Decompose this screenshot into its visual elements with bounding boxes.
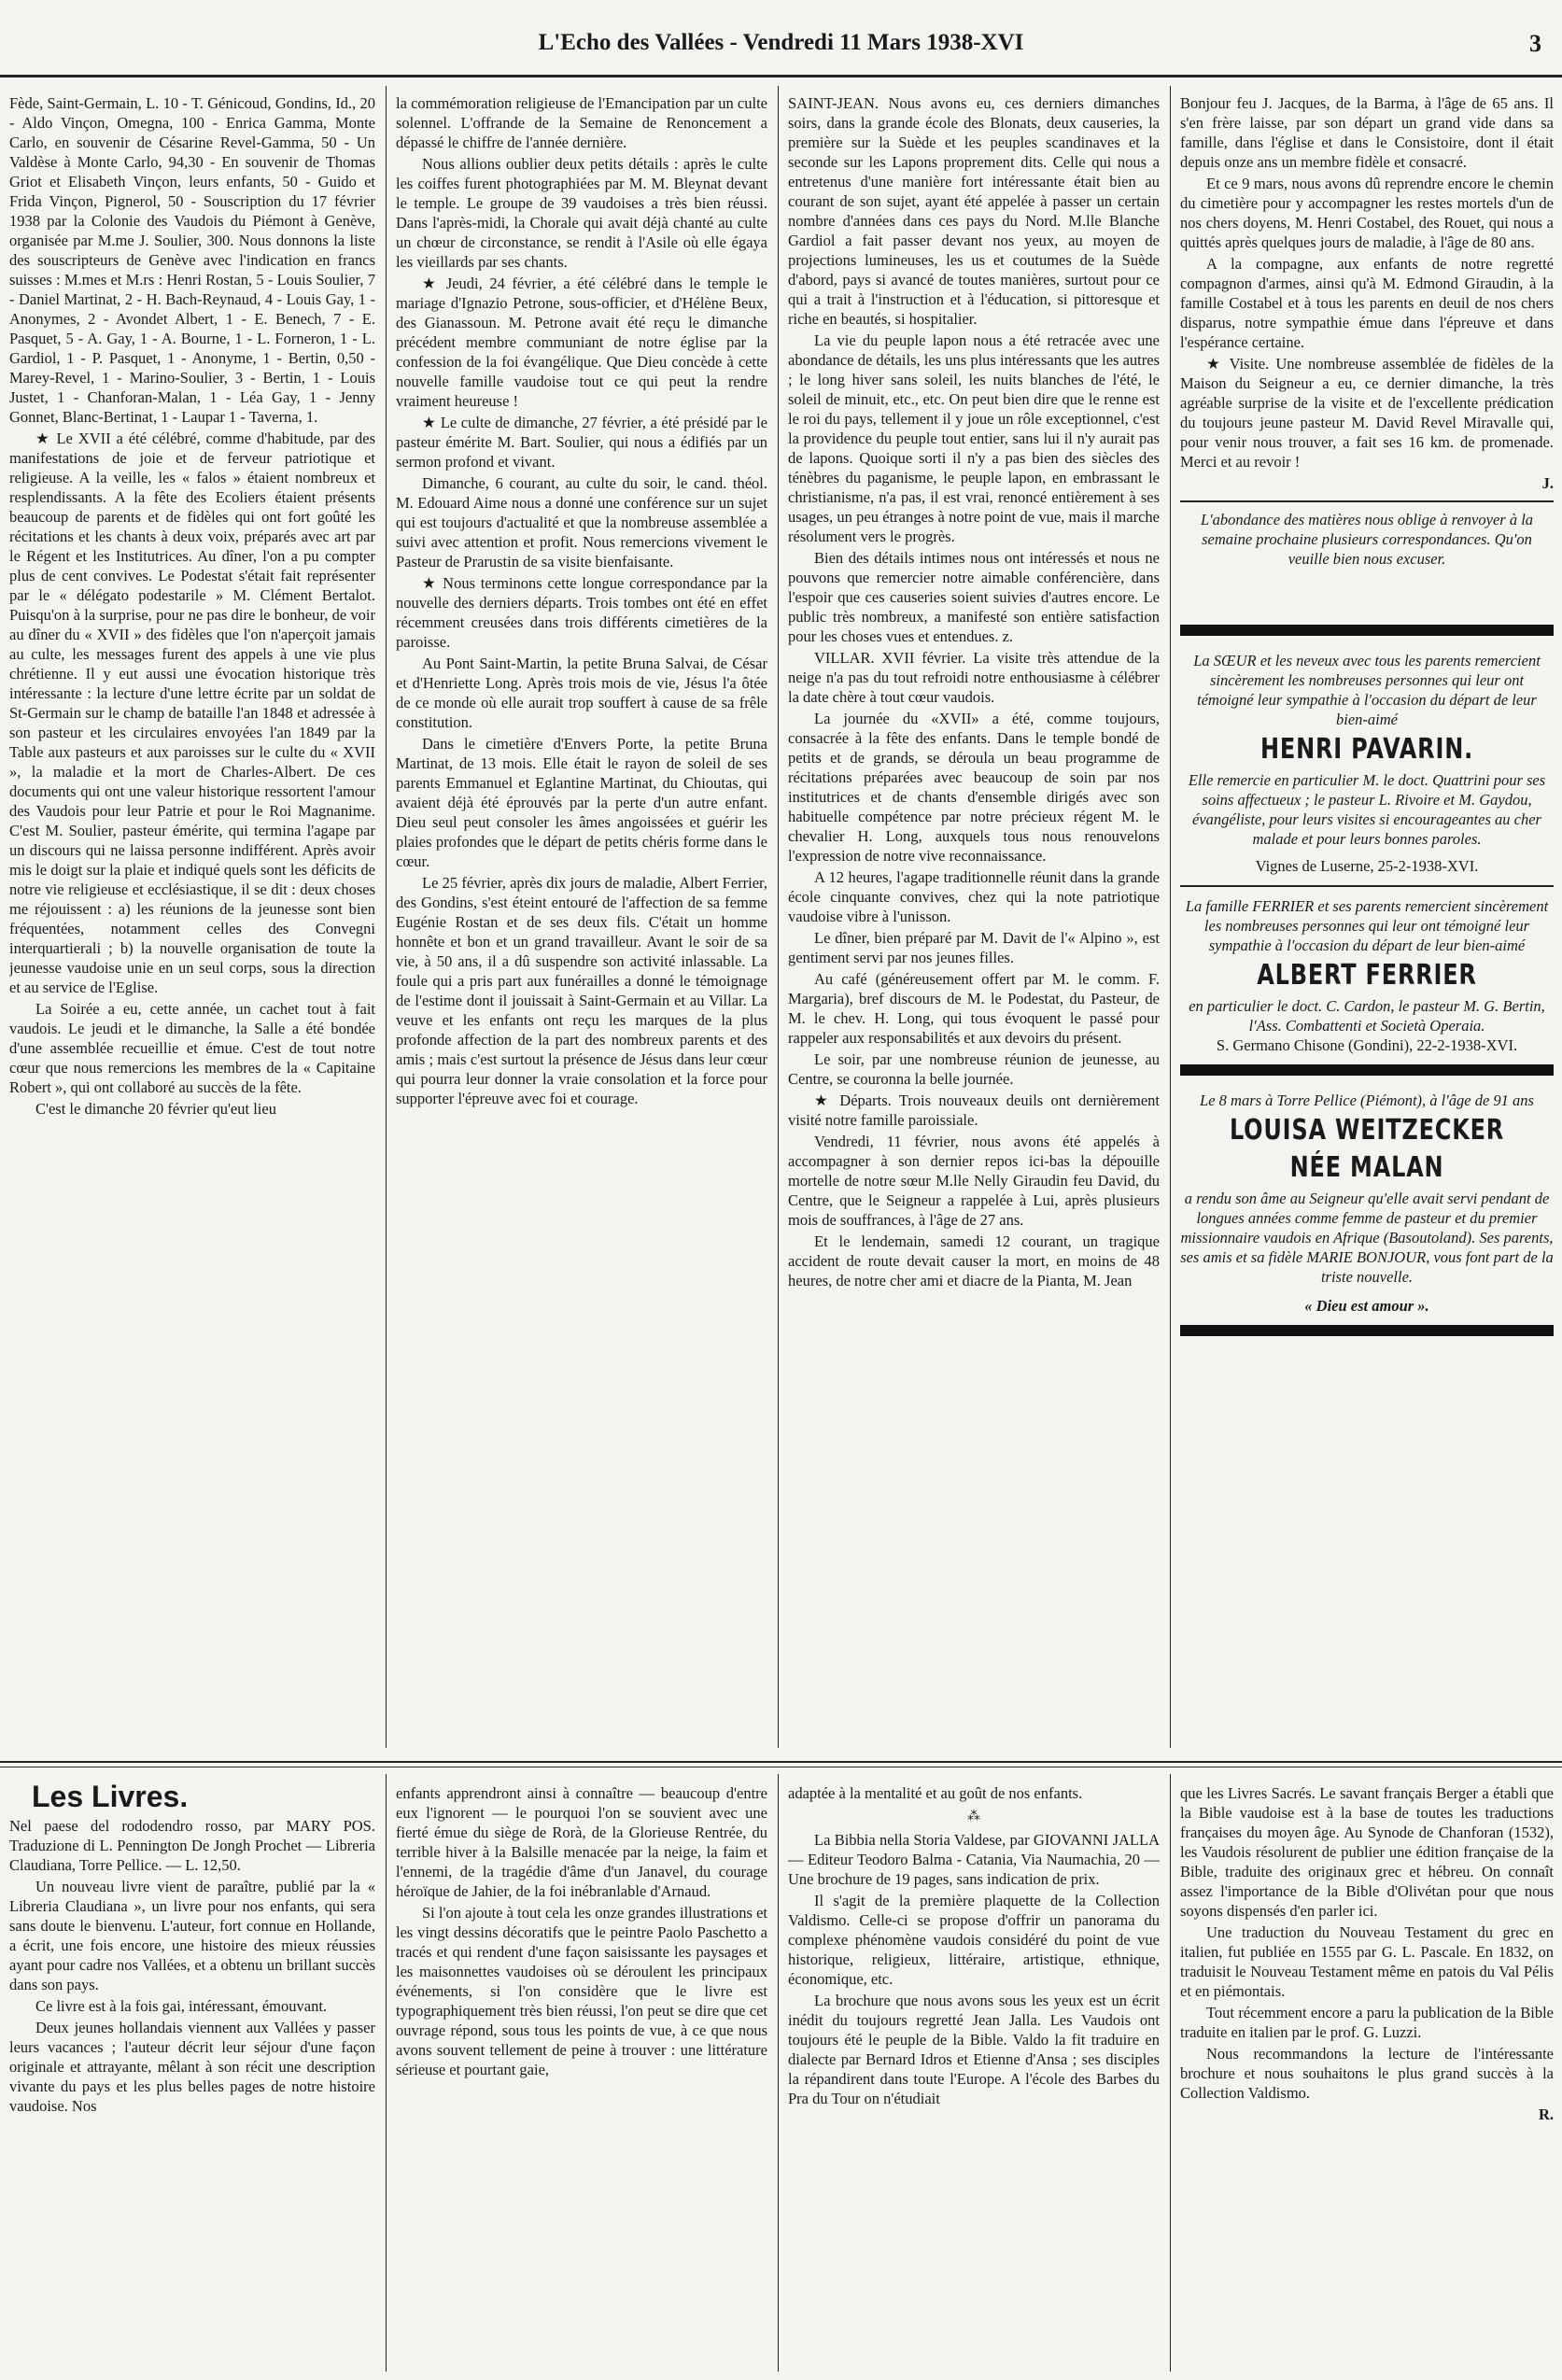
- paragraph: La brochure que nous avons sous les yeux est un écrit inédit du toujours regretté Jean Jalla. Les Vaudois ont toujours été le peuple de la Bible. Valdo la fit traduire en dialecte par Bernard Idros et Etienne d'Ansa ; ses disciples la répandirent dans toute l'Europe. A l'école des Barbes du Pra du Tour on n'étudiait: [788, 1992, 1160, 2107]
- paragraph: La Bibbia nella Storia Valdese, par GIOVANNI JALLA — Editeur Teodoro Balma - Catania, Via Naumachia, 20 — Une brochure de 19 pages, sans indication de prix.: [788, 1831, 1160, 1888]
- paragraph: adaptée à la mentalité et au goût de nos enfants.: [788, 1784, 1083, 1802]
- article-column-3: [788, 93, 1160, 1746]
- paragraph: Au Pont Saint-Martin, la petite Bruna Salvai, de César et d'Henriette Long. Après trois mois de vie, Jésus l'a ôtée de ce monde où elle aurait trop souffert à cause de sa frêle constitution.: [396, 655, 767, 731]
- books-column-4: [1180, 1783, 1554, 2372]
- paragraph: ★ Visite. Une nombreuse assemblée de fidèles de la Maison du Seigneur a eu, ce dernier dimanche, la très agréable surprise de la visite et de l'excellente prédication du toujours jeune pasteur M. David Revel Miravalle qui, pour venir nous trouver, a fait ses 16 km. de promenade. Merci et au revoir !: [1180, 355, 1554, 471]
- section-title: Les Livres.: [32, 1783, 189, 1813]
- article-column-1: [9, 93, 375, 1746]
- paragraph: Le soir, par une nombreuse réunion de jeunesse, au Centre, se couronna la belle journée.: [788, 1050, 1160, 1088]
- masthead: [0, 30, 1562, 67]
- death-notice-weitzecker: [1180, 1091, 1554, 1316]
- death-notice-ferrier: [1180, 896, 1554, 1055]
- editorial-note: L'abondance des matières nous oblige à renvoyer à la semaine prochaine plusieurs correspondances. Qu'on veuille bien nous excuser.: [1200, 511, 1534, 568]
- paragraph: La Soirée a eu, cette année, un cachet tout à fait vaudois. Le jeudi et le dimanche, la Salle a été bondée d'une assemblée recueillie et émue. C'est de tout notre cœur que nous remercions les membres de la « Capitaine Robert », qui ont collaboré au succès de la fête.: [9, 1000, 375, 1096]
- notice-motto: « Dieu est amour ».: [1304, 1297, 1429, 1315]
- notice-intro: Le 8 mars à Torre Pellice (Piémont), à l'âge de 91 ans: [1200, 1091, 1534, 1109]
- notice-separator: [1180, 1064, 1554, 1076]
- paragraph: ★ Nous terminons cette longue correspondance par la nouvelle des derniers départs. Trois tombes ont été en effet récemment creusées dans trois différents cimetières de la paroisse.: [396, 574, 767, 651]
- paragraph: Nel paese del rododendro rosso, par MARY POS. Traduzione di L. Pennington De Jongh Prochet — Libreria Claudiana, Torre Pellice. — L. 12,50.: [9, 1817, 375, 1874]
- paragraph: la commémoration religieuse de l'Emancipation par un culte solennel. L'offrande de la Semaine de Renoncement a dépassé le chiffre de l'année dernière.: [396, 94, 767, 151]
- page-number: 3: [1529, 30, 1541, 57]
- paragraph: Deux jeunes hollandais viennent aux Vallées y passer leurs vacances ; l'auteur décrit leur séjour d'une façon originale et attrayante, mêlant à son récit une description vivante du pays et les plus belles pages de notre histoire vaudoise. Nos: [9, 2019, 375, 2115]
- column-divider: [1170, 86, 1171, 1748]
- paragraph: Et ce 9 mars, nous avons dû reprendre encore le chemin du cimetière pour y accompagner les restes mortels d'un de nos chers doyens, M. Henri Costabel, des Rouet, qui nous a quittés après quelques jours de maladie, à l'âge de 80 ans.: [1180, 175, 1554, 251]
- paragraph: Il s'agit de la première plaquette de la Collection Valdismo. Celle-ci se propose d'offrir un panorama du complexe phénomène vaudois considéré du point de vue historique, religieux, littéraire, artistique, ethnique, économique, etc.: [788, 1892, 1160, 1988]
- column-divider: [1170, 1774, 1171, 2372]
- notice-name: HENRI PAVARIN.: [1260, 733, 1473, 766]
- notice-signature: S. Germano Chisone (Gondini), 22-2-1938-XVI.: [1216, 1036, 1518, 1054]
- notice-body: en particulier le doct. C. Cardon, le pasteur M. G. Bertin, l'Ass. Combattenti et Società Operaia.: [1189, 997, 1545, 1035]
- notice-name-2: NÉE MALAN: [1289, 1151, 1444, 1184]
- paragraph: Bonjour feu J. Jacques, de la Barma, à l'âge de 65 ans. Il s'en frère laisse, par son départ un grand vide dans sa famille, dans l'église et dans le Consistoire, dont il était depuis onze ans un membre fidèle et consacré.: [1180, 94, 1554, 171]
- death-notice-pavarin: [1180, 651, 1554, 876]
- separator-stars: ⁂: [967, 1810, 980, 1824]
- paragraph: Fède, Saint-Germain, L. 10 - T. Génicoud, Gondins, Id., 20 - Aldo Vinçon, Omegna, 100 - Enrica Gamma, Monte Carlo, en souvenir de Césarine Revel-Gamma, 50 - Un Valdèse à Monte Carlo, 94,30 - En souvenir de Thomas Griot et Elisabeth Vinçon, leurs enfants, 50 - Guido et Frida Vinçon, Pignerol, 50 - Souscription du 17 février 1938 par la Colonie des Vaudois du Piémont à Genève, organisée par M.me J. Soulier, 300. Nous donnons la liste des souscripteurs de Genève avec l'indication en francs suisses : M.mes et M.rs : Henri Rostan, 5 - Louis Soulier, 7 - Daniel Martinat, 2 - H. Bach-Reynaud, 4 - Louis Gay, 1 - Anonymes, 2 - Avondet Albert, 1 - E. Benech, 7 - E. Pasquet, 5 - A. Gay, 1 - A. Bourne, 1 - L. Forneron, 1 - L. Gardiol, 1 - P. Pasquet, 1 - Anonyme, 1 - Bertin, 0,50 - Marey-Revel, 1 - Marino-Soulier, 3 - Bertin, 1 - Louis Justet, 1 - Chanforan-Malan, 1 - Léa Gay, 1 - Jenny Gonnet, Blanc-Bertinat, 1 - Laupar 1 - Taverna, 1.: [9, 94, 375, 426]
- paragraph: ★ Départs. Trois nouveaux deuils ont dernièrement visité notre famille paroissiale.: [788, 1091, 1160, 1129]
- books-column-2: [396, 1783, 767, 2372]
- section-divider: [0, 1761, 1562, 1763]
- paragraph: Le dîner, bien préparé par M. Davit de l'« Alpino », est gentiment servi par nos jeunes filles.: [788, 929, 1160, 966]
- rule: [1180, 500, 1554, 502]
- paragraph: Dans le cimetière d'Envers Porte, la petite Bruna Martinat, de 13 mois. Elle était le rayon de soleil de ses parents Emmanuel et Eglantine Martinat, du Chioutas, qui avaient déjà été éprouvés par la perte d'un autre enfant. Dieu seul peut consoler les âmes angoissées et guérir les plaies profondes que le départ de petits chéris forme dans le cœur.: [396, 735, 767, 870]
- paragraph: Vendredi, 11 février, nous avons été appelés à accompagner à son dernier repos ici-bas la dépouille mortelle de notre sœur M.lle Nelly Giraudin feu David, du Centre, que le Seigneur a rappelée à Lui, après plusieurs mois de souffrances, à l'âge de 27 ans.: [788, 1133, 1160, 1229]
- notice-name: LOUISA WEITZECKER: [1229, 1114, 1505, 1147]
- paragraph: Ce livre est à la fois gai, intéressant, émouvant.: [35, 1997, 328, 2015]
- books-column-1: [9, 1783, 375, 2372]
- article-column-2: [396, 93, 767, 1746]
- paragraph: Nous allions oublier deux petits détails : après le culte les coiffes furent photographiées par M. M. Bleynat devant le temple. Le groupe de 39 vaudoises a très bien réussi. Dans l'après-midi, la Chorale qui avait déjà chanté au culte un chœur de circonstance, se rendit à l'Asile où elle égaya les vieillards par ses chants.: [396, 155, 767, 271]
- paragraph: Le 25 février, après dix jours de maladie, Albert Ferrier, des Gondins, s'est éteint entouré de l'affection de sa femme Eugénie Rostan et de ses deux fils. C'était un homme honnête et bon et un grand travailleur. Avant le soir de sa vie, à 50 ans, il a dû suspendre son activité inlassable. La foule qui a pris part aux funérailles a donné le témoignage de l'estime dont il jouissait à Saint-Germain et au Villar. La veuve et les enfants ont reçu les marques de la plus profonde affection de la part des nombreux parents et des amis ; mais c'est surtout la présence de Jésus dans leur cœur qui pourra leur donner la vraie consolation et la force pour supporter l'épreuve avec foi et courage.: [396, 874, 767, 1107]
- column-divider: [386, 86, 387, 1748]
- notice-intro: La famille FERRIER et ses parents remercient sincèrement les nombreuses personnes qui leur ont témoigné leur sympathie à l'occasion du départ de leur bien-aimé: [1185, 897, 1549, 954]
- masthead-rule: [0, 75, 1562, 77]
- books-column-3: [788, 1783, 1160, 2372]
- notice-intro: La SŒUR et les neveux avec tous les parents remercient sincèrement les nombreuses personnes qui leur ont témoigné leur sympathie à l'occasion du départ de leur bien-aimé: [1193, 652, 1541, 728]
- paragraph: enfants apprendront ainsi à connaître — beaucoup d'entre eux l'ignorent — le pourquoi l'on se souvient avec une fierté émue du siège de Rorà, de la Glorieuse Rentrée, du terrible hiver à la Balsille menacée par la neige, la faim et l'ennemi, de la tragédie d'âme d'un Janavel, du courage héroïque de Jahier, de la foi inébranlable d'Arnaud.: [396, 1784, 767, 1900]
- article-column-4: [1180, 93, 1554, 1746]
- paragraph: A la compagne, aux enfants de notre regretté compagnon d'armes, ainsi qu'à M. Edmond Giraudin, à la famille Costabel et à tous les parents en deuil de nos chers disparus, notre sympathie émue dans l'épreuve et dans l'espérance certaine.: [1180, 255, 1554, 351]
- column-divider: [778, 86, 779, 1748]
- paragraph: Une traduction du Nouveau Testament du grec en italien, fut publiée en 1555 par G. L. Pascale. En 1832, on traduisit le Nouveau Testament même en patois du Val Pélis et en piémontais.: [1180, 1923, 1554, 2000]
- paragraph: ★ Le XVII a été célébré, comme d'habitude, par des manifestations de joie et de ferveur patriotique et religieuse. A la veille, les « falos » étaient nombreux et resplendissants. A la fête des Ecoliers étaient présents beaucoup de parents et de fidèles qui ont fort goûté les récitations et les chants à deux voix, préparés avec art par le Régent et les Institutrices. Au dîner, l'on a pu compter plus de cent convives. Le Podestat s'était fait représenter par le « délégato podestarile » M. Clément Bertalot. Puisqu'on à la surprise, pour ne pas dire le bonheur, de voir au dîner du « XVII » des fidèles que l'on n'aperçoit jamais au culte, les messages furent des appels à une vie plus chrétienne. Il y eut aussi une évocation historique très intéressante : la lecture d'une lettre écrite par un soldat de St-Germain sur le champ de bataille l'an 1848 et adressée à son pasteur et les circulaires envoyées l'an 1849 par la Table aux pasteurs et aux paroisses sur le culte du « XVII », la maladie et la mort de Charles-Albert. De ces documents qui ont une valeur historique ressortent l'amour des Vaudois pour leur Patrie et pour le Roi Magnanime. C'est M. Soulier, pasteur émérite, qui termina l'agape par un discours qui ne laissa personne indifférent. Après avoir mis le doigt sur la plaie et indiqué quels sont les déficits de notre vie religieuse et ecclésiastique, il se dit : deux choses me réjouissent : a) les réunions de la jeunesse sont bien fréquentées, notamment celles des Convegni interquartierali ; b) la nouvelle organisation de toute la jeunesse vaudoise unie en un seul corps, sous la direction et au service de l'Eglise.: [9, 430, 375, 996]
- rule: [1180, 885, 1554, 887]
- notice-separator: [1180, 625, 1554, 636]
- paragraph: C'est le dimanche 20 février qu'eut lieu: [35, 1100, 276, 1118]
- column-divider: [778, 1774, 779, 2372]
- paragraph: ★ Jeudi, 24 février, a été célébré dans le temple le mariage d'Ignazio Petrone, sous-officier, et d'Hélène Beux, des Gianassoun. M. Petrone avait été reçu le dimanche précédent membre communiant de notre église par la confession de la foi évangélique. Que Dieu concède à cette nouvelle famille vaudoise tout ce qui peut la rendre vraiment heureuse !: [396, 275, 767, 410]
- notice-name: ALBERT FERRIER: [1257, 959, 1477, 992]
- paragraph: Au café (généreusement offert par M. le comm. F. Margaria), bref discours de M. le Podestat, du Pasteur, de M. le chev. H. Long, qui tous évoquent le passé pour rappeler aux responsabilités et aux devoirs du présent.: [788, 970, 1160, 1047]
- paragraph: ★ Le culte de dimanche, 27 février, a été présidé par le pasteur émérite M. Bart. Soulier, qui nous a édifiés par un sermon profond et vivant.: [396, 414, 767, 471]
- column-signoff: J.: [1541, 474, 1554, 492]
- column-divider: [386, 1774, 387, 2372]
- paragraph: Dimanche, 6 courant, au culte du soir, le cand. théol. M. Edouard Aime nous a donné une conférence sur un sujet qui est toujours d'actualité et que la nombreuse assemblée a suivi avec attention et profit. Nous remercions vivement le Pasteur de Prarustin de sa visite bienfaisante.: [396, 474, 767, 570]
- notice-body: Elle remercie en particulier M. le doct. Quattrini pour ses soins affectueux ; le pasteur L. Rivoire et M. Gaydou, évangéliste, pour leurs visites si encourageantes au cher malade et pour leurs bonnes paroles.: [1188, 771, 1546, 848]
- paragraph: Tout récemment encore a paru la publication de la Bible traduite en italien par le prof. G. Luzzi.: [1180, 2004, 1554, 2041]
- masthead-title: L'Echo des Vallées - Vendredi 11 Mars 1938-XVI: [538, 30, 1024, 55]
- paragraph: Et le lendemain, samedi 12 courant, un tragique accident de route devait causer la mort, en moins de 48 heures, de notre cher ami et diacre de la Pianta, M. Jean: [788, 1232, 1160, 1289]
- paragraph: La vie du peuple lapon nous a été retracée avec une abondance de détails, les uns plus intéressants que les autres ; le long hiver sans soleil, les nuits blanches de l'été, le soleil de minuit, etc., etc. On peut bien dire que le renne est le roi du pays, tellement il y joue un rôle exceptionnel, c'est la providence du peuple tout entier, sans lui il n'y aurait pas de lapons. Quoique sorti il n'y a pas bien des siècles des ténèbres du paganisme, le peuple lapon, en embrassant le christianisme, n'a pas, il est vrai, renoncé entièrement à ses usages, un peu étranges à notre point de vue, mais il marche résolument vers le progrès.: [788, 331, 1160, 545]
- column-signoff: R.: [1538, 2105, 1554, 2123]
- paragraph: A 12 heures, l'agape traditionnelle réunit dans la grande école cinquante convives, chez qui la note patriotique vaudoise vibre à l'unisson.: [788, 868, 1160, 925]
- paragraph: Si l'on ajoute à tout cela les onze grandes illustrations et les vingt dessins décoratifs que le peintre Paolo Paschetto a tracés et qui rendent d'une façon saisissante les paysages et les maisonnettes vaudoises où se déroulent les principaux événements, si l'on considère que le livre est typographiquement très bien réussi, l'on peut se dire que cet ouvrage répond, sous tous les points de vue, à ce que nous avons souvent tellement de peine à trouver : une littérature sérieuse et pourtant gaie,: [396, 1904, 767, 2078]
- notice-body: a rendu son âme au Seigneur qu'elle avait servi pendant de longues années comme femme de pasteur et du premier missionnaire vaudois en Afrique (Basoutoland). Ses parents, ses amis et sa fidèle MARIE BONJOUR, vous font part de la triste nouvelle.: [1180, 1190, 1554, 1286]
- notice-signature: Vignes de Luserne, 25-2-1938-XVI.: [1255, 857, 1479, 875]
- notice-separator: [1180, 1325, 1554, 1336]
- paragraph: que les Livres Sacrés. Le savant français Berger a établi que la Bible vaudoise est à la base de toutes les traductions françaises du moyen âge. Au Synode de Chanforan (1532), les Vaudois résolurent de publier une édition française de la Bible, traduite des originaux grec et hébreu. On connaît assez l'importance de la Bible d'Olivétan pour que nous soyons dispensés d'en parler ici.: [1180, 1784, 1554, 1920]
- paragraph: Un nouveau livre vient de paraître, publié par la « Libreria Claudiana », un livre pour nos enfants, qui sera sans doute le bienvenu. L'auteur, fort connue en Hollande, a écrit, une fois encore, une histoire des mieux réussies ayant pour cadre nos Vallées, et a obtenu un brillant succès dans son pays.: [9, 1878, 375, 1993]
- paragraph: SAINT-JEAN. Nous avons eu, ces derniers dimanches soirs, dans la grande école des Blonats, deux causeries, la première sur la Suède et les peuples scandinaves et la seconde sur les Lapons proprement dits. Celle qui nous a entretenus d'une manière fort intéressante était bien au courant de son sujet, ayant été appelée à passer un certain nombre d'années dans ces pays du Nord. M.lle Blanche Gardiol a fait passer devant nos yeux, au moyen de projections lumineuses, les us et coutumes de la Suède d'abord, pays si avancé de toutes manières, surtout pour ce qui a trait à l'instruction et à l'éducation, si pittoresque et riche en beautés, si hospitalier.: [788, 94, 1160, 328]
- paragraph: VILLAR. XVII février. La visite très attendue de la neige n'a pas du tout refroidi notre enthousiasme à célébrer la date chère à tout cœur vaudois.: [788, 649, 1160, 706]
- paragraph: La journée du «XVII» a été, comme toujours, consacrée à la fête des enfants. Dans le temple bondé de petits et de grands, se déroula un beau programme de récitations préparées avec beaucoup de soin par nos institutrices et de chants d'ensemble dirigés avec son habituelle compétence par notre précieux régent M. le chevalier H. Long, auxquels tous nous renouvelons l'expression de notre vive reconnaissance.: [788, 710, 1160, 865]
- paragraph: Bien des détails intimes nous ont intéressés et nous ne pouvons que remercier notre aimable conférencière, dans l'espoir que ces causeries soient suivies d'autres encore. Le public très nombreux, a manifesté son entière satisfaction pour les choses vues et entendues. z.: [788, 549, 1160, 645]
- paragraph: Nous recommandons la lecture de l'intéressante brochure et nous souhaitons le plus grand succès à la Collection Valdismo.: [1180, 2045, 1554, 2102]
